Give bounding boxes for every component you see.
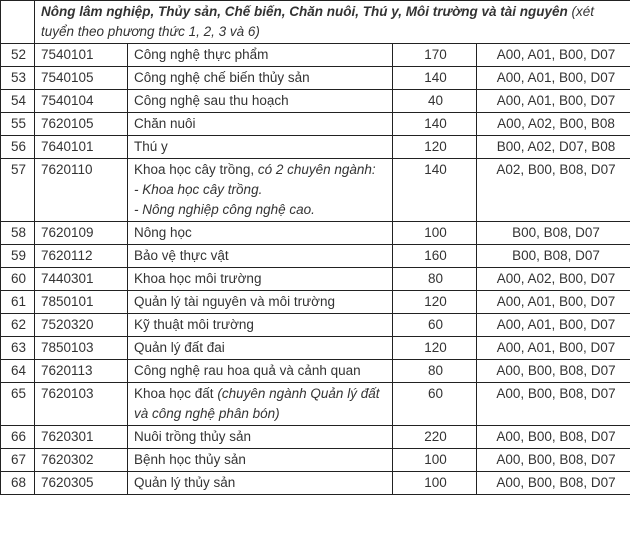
row-name: Quản lý thủy sản <box>128 472 393 495</box>
row-code: 7620301 <box>35 426 128 449</box>
table-row <box>1 67 630 90</box>
row-stt: 54 <box>1 90 35 113</box>
table-row <box>1 314 630 337</box>
row-quota: 160 <box>393 245 477 268</box>
row-code: 7620305 <box>35 472 128 495</box>
row-code: 7850101 <box>35 291 128 314</box>
row-name: Công nghệ chế biến thủy sản <box>128 67 393 90</box>
row-name-text: Khoa học đất <box>134 386 214 401</box>
row-code: 7540101 <box>35 44 128 67</box>
row-name-sub-2: - Nông nghiệp công nghệ cao. <box>134 202 315 217</box>
row-stt: 64 <box>1 360 35 383</box>
row-combos: A00, A01, B00, D07 <box>477 44 630 67</box>
row-stt: 53 <box>1 67 35 90</box>
table-row <box>1 113 630 136</box>
table-row <box>1 159 630 222</box>
row-quota: 80 <box>393 360 477 383</box>
row-combos: A00, A02, B00, D07 <box>477 268 630 291</box>
row-stt: 62 <box>1 314 35 337</box>
table-row <box>1 449 630 472</box>
row-quota: 170 <box>393 44 477 67</box>
row-quota: 100 <box>393 449 477 472</box>
row-name: Chăn nuôi <box>128 113 393 136</box>
row-name: Kỹ thuật môi trường <box>128 314 393 337</box>
row-stt: 61 <box>1 291 35 314</box>
row-combos: A00, A01, B00, D07 <box>477 90 630 113</box>
row-name-note: có 2 chuyên ngành: <box>257 162 376 177</box>
row-quota: 120 <box>393 291 477 314</box>
row-name: Nông học <box>128 222 393 245</box>
row-name: Nuôi trồng thủy sản <box>128 426 393 449</box>
row-stt: 59 <box>1 245 35 268</box>
row-name <box>128 383 393 426</box>
row-stt: 57 <box>1 159 35 222</box>
table-row <box>1 136 630 159</box>
group-header-row <box>1 1 630 44</box>
table-row <box>1 360 630 383</box>
table-row <box>1 268 630 291</box>
row-combos: B00, B08, D07 <box>477 245 630 268</box>
row-code: 7520320 <box>35 314 128 337</box>
row-quota: 140 <box>393 113 477 136</box>
row-stt: 58 <box>1 222 35 245</box>
table-row <box>1 291 630 314</box>
group-note: (xét tuyển theo phương thức 1, 2, 3 và 6) <box>41 4 594 39</box>
row-name: Công nghệ thực phẩm <box>128 44 393 67</box>
row-combos: A00, A01, B00, D07 <box>477 314 630 337</box>
row-combos: A02, B00, B08, D07 <box>477 159 630 222</box>
row-stt: 65 <box>1 383 35 426</box>
row-combos: A00, A02, B00, B08 <box>477 113 630 136</box>
row-combos: A00, B00, B08, D07 <box>477 449 630 472</box>
row-combos: A00, A01, B00, D07 <box>477 67 630 90</box>
row-code: 7620110 <box>35 159 128 222</box>
table-row <box>1 44 630 67</box>
row-stt: 63 <box>1 337 35 360</box>
row-quota: 80 <box>393 268 477 291</box>
table-row <box>1 426 630 449</box>
row-stt: 68 <box>1 472 35 495</box>
row-stt: 66 <box>1 426 35 449</box>
row-combos: B00, A02, D07, B08 <box>477 136 630 159</box>
row-combos: A00, B00, B08, D07 <box>477 426 630 449</box>
row-code: 7620103 <box>35 383 128 426</box>
row-combos: B00, B08, D07 <box>477 222 630 245</box>
row-name-text: Khoa học cây trồng, <box>134 162 255 177</box>
group-title: Nông lâm nghiệp, Thủy sản, Chế biến, Chăn nuôi, Thú y, Môi trường và tài nguyên <box>41 4 568 19</box>
row-name: Quản lý tài nguyên và môi trường <box>128 291 393 314</box>
row-name: Bệnh học thủy sản <box>128 449 393 472</box>
row-name: Khoa học môi trường <box>128 268 393 291</box>
row-name <box>128 159 393 222</box>
row-name-sub-1: - Khoa học cây trồng. <box>134 182 263 197</box>
row-name-note: (chuyên ngành Quản lý đất và công nghệ phân bón) <box>134 386 380 421</box>
row-quota: 120 <box>393 136 477 159</box>
row-quota: 220 <box>393 426 477 449</box>
row-name: Công nghệ sau thu hoạch <box>128 90 393 113</box>
row-stt: 67 <box>1 449 35 472</box>
group-header <box>35 1 630 44</box>
row-code: 7620112 <box>35 245 128 268</box>
row-stt: 56 <box>1 136 35 159</box>
row-name: Quản lý đất đai <box>128 337 393 360</box>
row-quota: 40 <box>393 90 477 113</box>
table-row <box>1 245 630 268</box>
row-stt: 60 <box>1 268 35 291</box>
row-code: 7440301 <box>35 268 128 291</box>
row-quota: 100 <box>393 222 477 245</box>
row-name: Thú y <box>128 136 393 159</box>
row-stt: 55 <box>1 113 35 136</box>
table-row <box>1 383 630 426</box>
row-combos: A00, B00, B08, D07 <box>477 360 630 383</box>
row-stt: 52 <box>1 44 35 67</box>
row-quota: 60 <box>393 314 477 337</box>
row-code: 7540105 <box>35 67 128 90</box>
row-combos: A00, B00, B08, D07 <box>477 472 630 495</box>
row-quota: 140 <box>393 159 477 222</box>
row-code: 7540104 <box>35 90 128 113</box>
row-name: Công nghệ rau hoa quả và cảnh quan <box>128 360 393 383</box>
row-quota: 120 <box>393 337 477 360</box>
row-name: Bảo vệ thực vật <box>128 245 393 268</box>
row-code: 7620302 <box>35 449 128 472</box>
row-quota: 140 <box>393 67 477 90</box>
row-code: 7620109 <box>35 222 128 245</box>
row-code: 7850103 <box>35 337 128 360</box>
row-code: 7640101 <box>35 136 128 159</box>
row-code: 7620113 <box>35 360 128 383</box>
row-quota: 100 <box>393 472 477 495</box>
row-combos: A00, A01, B00, D07 <box>477 337 630 360</box>
table-row <box>1 90 630 113</box>
table-row <box>1 222 630 245</box>
row-combos: A00, B00, B08, D07 <box>477 383 630 426</box>
table-row <box>1 337 630 360</box>
row-combos: A00, A01, B00, D07 <box>477 291 630 314</box>
row-quota: 60 <box>393 383 477 426</box>
table-row <box>1 472 630 495</box>
row-code: 7620105 <box>35 113 128 136</box>
